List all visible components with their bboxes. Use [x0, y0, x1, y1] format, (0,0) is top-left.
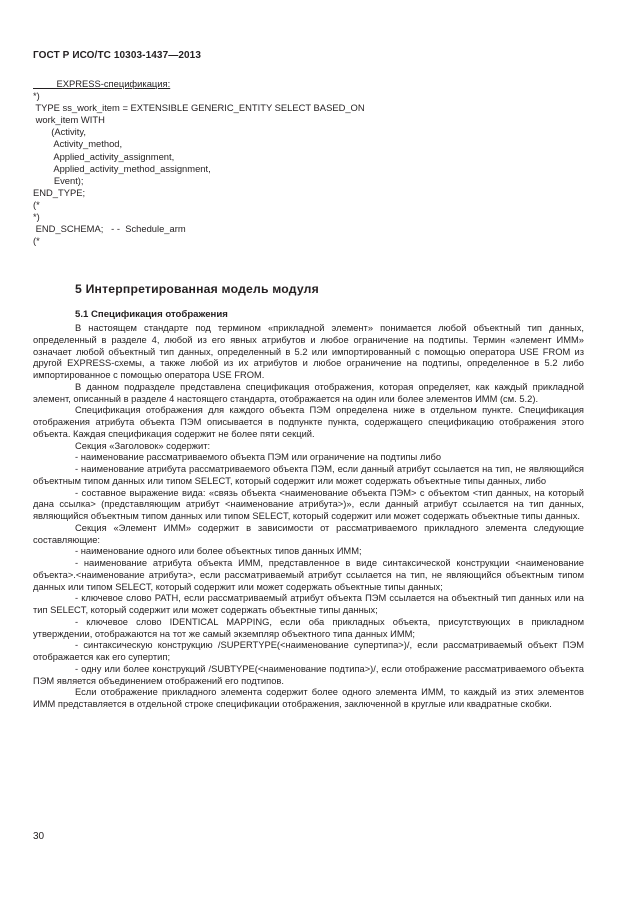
code-line: Activity_method,: [33, 138, 123, 150]
code-line: [33, 78, 593, 90]
paragraph: В настоящем стандарте под термином «прикладной элемент» понимается любой объектный тип данных, определенный в разделе 4, любой из его явных атрибутов и любое ограничение на подтипы. Термин «элемент ИММ» означает любой объектный тип данных, определенный в 5.2 или импортированный с помощью оператора USE FROM из другой EXPRESS-схемы, а также любой из их атрибутов и любое ограничение на подтипы, определенное в 5.2 либо импортированное с помощью оператора USE FROM.: [33, 323, 584, 380]
list-item: - наименование атрибута рассматриваемого объекта ПЭМ, если данный атрибут ссылается на тип, не являющийся объектным типом данных или типом SELECT, который содержит или может содержать объектные типы данных, либо: [33, 464, 584, 486]
code-line: *): [33, 211, 40, 223]
list-item: - ключевое слово IDENTICAL MAPPING, если оба прикладных объекта, присутствующих в прикладном утверждении, отображаются на тот же самый экземпляр объектного типа данных ИММ;: [33, 616, 584, 639]
code-line: work_item WITH: [33, 114, 105, 126]
code-line: END_SCHEMA; - - Schedule_arm: [33, 223, 186, 235]
express-code-block: [33, 78, 593, 247]
code-line: *): [33, 90, 40, 102]
paragraph: Если отображение прикладного элемента содержит более одного элемента ИММ, то каждый из этих элементов ИММ представляется в отдельной строке спецификации отображения, заключенной в круглые или квадратные скобки.: [33, 687, 584, 709]
code-line: Applied_activity_assignment,: [33, 150, 175, 162]
paragraph: В данном подразделе представлена спецификация отображения, которая определяет, как каждый прикладной элемент, описанный в разделе 4 настоящего стандарта, отображается на один или более элементов ИММ (см. 5.2).: [33, 381, 584, 404]
body-text: [33, 323, 584, 711]
code-line: TYPE ss_work_item = EXTENSIBLE GENERIC_ENTITY SELECT BASED_ON: [33, 102, 365, 114]
list-item: - наименование рассматриваемого объекта ПЭМ или ограничение на подтипы либо: [75, 452, 442, 463]
list-item: - наименование одного или более объектных типов данных ИММ;: [75, 546, 362, 557]
list-item: - одну или более конструкций /SUBTYPE(<наименование подтипа>)/, если отображение рассматриваемого объекта ПЭМ является объединением отображений его подтипов.: [33, 663, 584, 686]
section-title: 5 Интерпретированная модель модуля: [75, 282, 319, 296]
code-line: (*: [33, 198, 40, 210]
paragraph: Секция «Элемент ИММ» содержит в зависимости от рассматриваемого прикладного элемента следующие составляющие:: [33, 522, 584, 545]
subsection-title: 5.1 Спецификация отображения: [75, 309, 228, 320]
code-line: Event);: [33, 174, 84, 186]
page-number: 30: [33, 831, 45, 842]
paragraph: Спецификация отображения для каждого объекта ПЭМ определена ниже в отдельном пункте. Спецификация отображения атрибута объекта ПЭМ описывается в подпункте пункта, содержащего спецификацию отображения этого объекта. Каждая спецификация содержит не более пяти секций.: [33, 405, 584, 439]
list-item: - наименование атрибута объекта ИММ, представленное в виде синтаксической конструкции <наименование объекта>.<наименование атрибута>, если рассматриваемый атрибут ссылается на тип, не являющийся объектным типом данных или типом SELECT, который содержит или может содержать объектные типы данных;: [33, 558, 584, 592]
list-item: - синтаксическую конструкцию /SUPERTYPE(<наименование супертипа>)/, если рассматриваемый объект ПЭМ отображается как его супертип;: [33, 640, 584, 662]
express-spec-label: EXPRESS-спецификация:: [33, 78, 171, 89]
paragraph: Секция «Заголовок» содержит:: [75, 440, 211, 451]
code-line: (*: [33, 235, 40, 247]
code-line: Applied_activity_method_assignment,: [33, 162, 211, 174]
standard-header: ГОСТ Р ИСО/ТС 10303-1437—2013: [33, 50, 201, 61]
code-line: (Activity,: [33, 126, 86, 138]
code-line: END_TYPE;: [33, 186, 86, 198]
list-item: - ключевое слово PATH, если рассматриваемый атрибут объекта ПЭМ ссылается на объектный тип данных или на тип SELECT, который содержит или может содержать объектные типы данных;: [33, 593, 584, 615]
list-item: - составное выражение вида: «связь объекта <наименование объекта ПЭМ> с объектом <тип данных, на который дана ссылка> (представляющим атрибут <наименование атрибута>)», если данный атрибут ссылается на тип данных, являющийся объектным типом данных или типом SELECT, который содержит или может содержать объектные типы данных.: [33, 487, 584, 521]
